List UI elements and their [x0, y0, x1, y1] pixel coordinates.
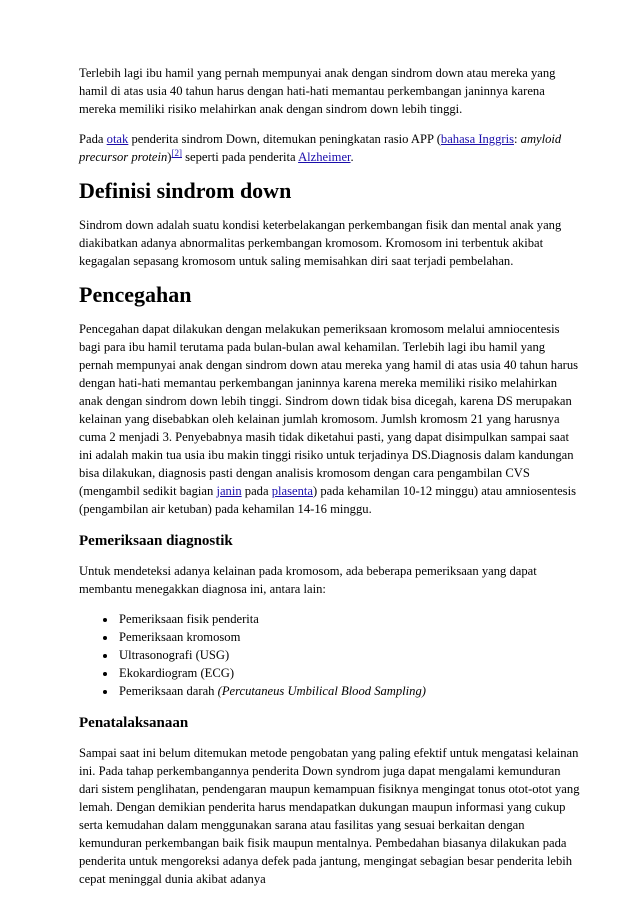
link-bahasa-inggris[interactable]: bahasa Inggris [440, 132, 514, 146]
list-item [117, 682, 582, 700]
pencegahan-paragraph [79, 320, 582, 518]
italic-term: (Percutaneus Umbilical Blood Sampling) [217, 684, 426, 698]
link-janin[interactable]: janin [216, 484, 242, 498]
text-span: penderita sindrom Down, ditemukan peningkatan rasio APP ( [128, 132, 441, 146]
text-span: ) pada kehamilan 10-12 minggu) atau amniosentesis (pengambilan air ketuban) pada kehamilan 14-16 minggu. [79, 484, 576, 516]
italic-term: amyloid precursor protein [79, 132, 562, 164]
text-span: ) [167, 150, 172, 164]
text-span: seperti pada penderita [181, 150, 299, 164]
text-span: pada [241, 484, 272, 498]
list-item: • Pemeriksaan kromosom [117, 628, 582, 646]
citation-link[interactable]: [2] [171, 147, 182, 158]
definisi-paragraph: Sindrom down adalah suatu kondisi keterbelakangan perkembangan fisik dan mental anak yang diakibatkan adanya abnormalitas perkembangan kromosom. Kromosom ini terbentuk akibat kegagalan sepasang kromosom untuk saling memisahkan diri saat terjadi pembelahan. [79, 218, 562, 268]
diagnostik-list [79, 610, 582, 700]
text-span: : [514, 132, 518, 146]
diagnostik-paragraph: Untuk mendeteksi adanya kelainan pada kromosom, ada beberapa pemeriksaan yang dapat membantu menegakkan diagnosa ini, antara lain: [79, 564, 537, 596]
list-item: • Ultrasonografi (USG) [117, 646, 582, 664]
text-span: . [350, 150, 354, 164]
link-otak[interactable]: otak [106, 132, 129, 146]
list-item: • Pemeriksaan fisik penderita [117, 610, 582, 628]
list-item: • Ekokardiogram (ECG) [117, 664, 582, 682]
heading-definisi: Definisi sindrom down [79, 178, 292, 203]
heading-pencegahan: Pencegahan [79, 282, 192, 307]
penatalaksanaan-paragraph: Sampai saat ini belum ditemukan metode pengobatan yang paling efektif untuk mengatasi kelainan ini. Pada tahap perkembangannya penderita Down syndrom juga dapat mengalami kemunduran dari sistem penglihatan, pendengaran maupun kemampuan fisiknya mengingat tonus otot-otot yang lemah. Dengan demikian penderita harus mendapatkan dukungan maupun informasi yang cukup serta kemudahan dalam menggunakan sarana atau fasilitas yang sesuai berkaitan dengan kemunduran perkembangan baik fisik maupun mentalnya. Pembedahan biasanya dilakukan pada penderita untuk mengoreksi adanya defek pada jantung, mengingat sebagian besar penderita lebih cepat meninggal dunia akibat adanya [79, 746, 580, 886]
intro-paragraph-1: Terlebih lagi ibu hamil yang pernah mempunyai anak dengan sindrom down atau mereka yang hamil di atas usia 40 tahun harus dengan hati-hati memantau perkembangan janinnya karena mereka memiliki risiko melahirkan anak dengan sindrom down lebih tinggi. [79, 66, 556, 116]
link-alzheimer[interactable]: Alzheimer [298, 150, 351, 164]
text-span: Pencegahan dapat dilakukan dengan melakukan pemeriksaan kromosom melalui amniocentesis bagi para ibu hamil terutama pada bulan-bulan awal kehamilan. Terlebih lagi ibu hamil yang pernah mempunyai anak dengan sindrom down atau mereka yang hamil di atas usia 40 tahun harus dengan hati-hati memantau perkembangan janinnya karena mereka memiliki risiko melahirkan anak dengan sindrom down lebih tinggi. Sindrom down tidak bisa dicegah, karena DS merupakan kelainan yang disebabkan oleh kelainan jumlah kromosom. Jumlsh kromosm 21 yang harusnya cuma 2 menjadi 3. Penyebabnya masih tidak diketahui pasti, yang dapat disimpulkan sampai saat ini adalah makin tua usia ibu makin tinggi risiko untuk terjadinya DS.Diagnosis dalam kandungan bisa dilakukan, diagnosis pasti dengan analisis kromosom dengan cara pengambilan CVS (mengambil sedikit bagian [79, 322, 579, 498]
intro-paragraph-2 [79, 130, 582, 166]
text-span: Pemeriksaan darah [119, 684, 218, 698]
heading-penatalaksanaan: Penatalaksanaan [79, 715, 189, 731]
heading-diagnostik: Pemeriksaan diagnostik [79, 533, 233, 549]
link-plasenta[interactable]: plasenta [271, 484, 313, 498]
text-span: Pada [79, 132, 107, 146]
